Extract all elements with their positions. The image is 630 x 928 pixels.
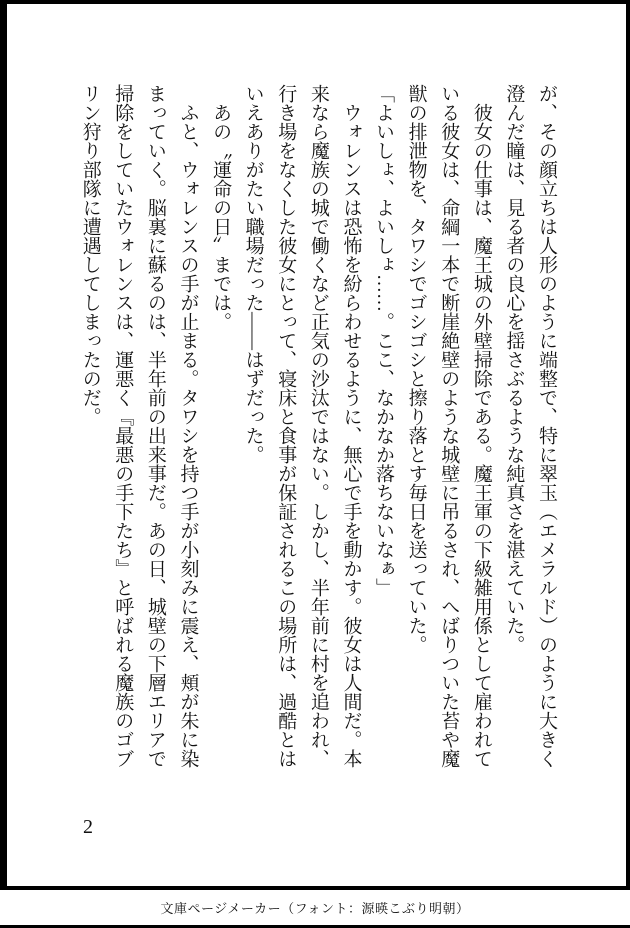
- paragraph: ふと、ウォレンスの手が止まる。タワシを持つ手が小刻みに震え、頬が朱に染まっていく。脳裏に蘇るのは、半年前の出来事だ。あの日、城壁の下層エリアで掃除をしていたウォレンスは、運悪く『最悪の手下たち』と呼ばれる魔族のゴブリン狩り部隊に遭遇してしまったのだ。: [79, 84, 199, 768]
- paragraph: 「よいしょ、よいしょ……。ここ、なかなか落ちないなぁ」: [373, 84, 395, 597]
- paragraph: が、その顔立ちは人形のように端整で、特に翠玉（エメラルド）のように大きく澄んだ瞳は、見る者の良心を揺さぶるような純真さを湛えていた。: [503, 84, 557, 768]
- paragraph: あの〝運命の日〟までは。: [210, 103, 232, 331]
- vertical-text-area: [73, 84, 562, 772]
- footer-caption: 文庫ページメーカー（フォント：源暎こぶり明朝）: [160, 901, 470, 916]
- page-number: 2: [83, 816, 93, 838]
- footer-bar: [0, 890, 630, 925]
- paragraph: 彼女の仕事は、魔王城の外壁掃除である。魔王軍の下級雑用係として雇われている彼女は、命綱一本で断崖絶壁のような城壁に吊るされ、へばりついた苔や魔獣の排泄物を、タワシでゴシゴシと擦り落とす毎日を送っていた。: [405, 84, 492, 768]
- paragraph: ウォレンスは恐怖を紛らわせるように、無心で手を動かす。彼女は人間だ。本来なら魔族の城で働くなど正気の沙汰ではない。しかし、半年前に村を追われ、行き場をなくした彼女にとって、寝床と食事が保証されるこの場所は、過酷とはいえありがたい職場だった――はずだった。: [242, 84, 362, 768]
